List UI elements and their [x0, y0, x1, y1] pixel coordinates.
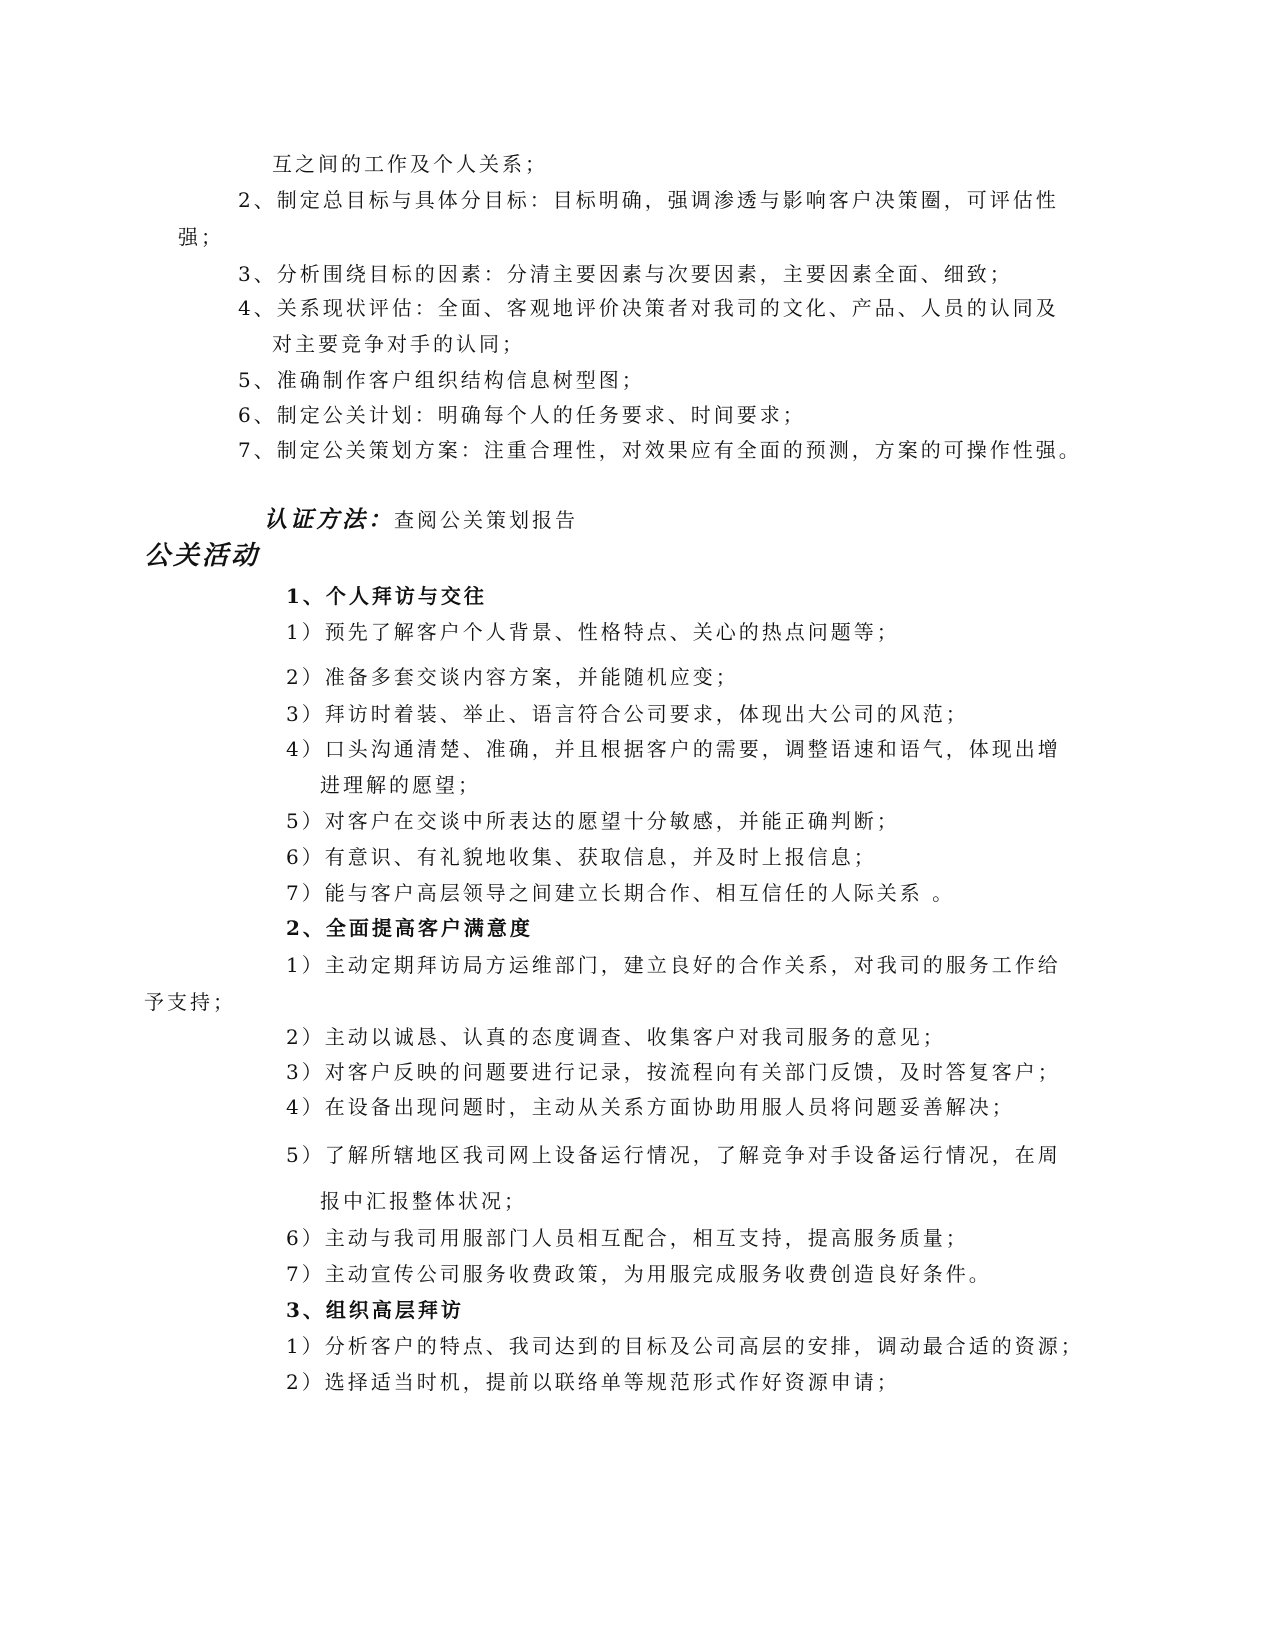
item-number: 3） — [286, 1060, 325, 1084]
item-number: 3） — [286, 702, 325, 726]
subsection-1-item-7 — [286, 879, 955, 907]
item-number: 6） — [286, 1226, 325, 1250]
item-number: 2、 — [238, 188, 277, 212]
intro-item-7 — [238, 436, 1082, 464]
item-number: 1） — [286, 1334, 325, 1358]
subsection-2-item-5-continuation: 报中汇报整体状况； — [320, 1189, 527, 1213]
item-number: 7、 — [238, 438, 277, 462]
item-text: 准备多套交谈内容方案，并能随机应变； — [324, 665, 739, 689]
item-number: 4） — [286, 737, 325, 761]
item-number: 7） — [286, 881, 325, 905]
item-number: 1） — [286, 953, 325, 977]
intro-item-2 — [238, 186, 1059, 214]
item-text: 在设备出现问题时，主动从关系方面协助用服人员将问题妥善解决； — [324, 1095, 1015, 1119]
subsection-1-title: 1、个人拜访与交往 — [286, 584, 487, 608]
item-number: 1） — [286, 620, 325, 644]
subsection-2-item-6 — [286, 1224, 969, 1252]
item-text: 制定总目标与具体分目标：目标明确，强调渗透与影响客户决策圈，可评估性 — [276, 188, 1059, 212]
item-text: 制定公关策划方案：注重合理性，对效果应有全面的预测，方案的可操作性强。 — [276, 438, 1082, 462]
item-text: 对客户在交谈中所表达的愿望十分敏感，并能正确判断； — [324, 809, 900, 833]
item-text: 拜访时着装、举止、语言符合公司要求，体现出大公司的风范； — [324, 702, 969, 726]
subsection-1-item-1 — [286, 618, 900, 646]
subsection-2-item-4 — [286, 1093, 1015, 1121]
intro-item-6 — [238, 401, 806, 429]
item-text: 准确制作客户组织结构信息树型图； — [276, 368, 645, 392]
item-number: 3、 — [238, 262, 277, 286]
subsection-1-item-2 — [286, 663, 739, 691]
intro-item-5 — [238, 366, 645, 394]
item-text: 有意识、有礼貌地收集、获取信息，并及时上报信息； — [324, 845, 877, 869]
item-number: 4、 — [238, 296, 277, 320]
item-number: 2） — [286, 1025, 325, 1049]
intro-item-4 — [238, 294, 1059, 322]
item-text: 口头沟通清楚、准确，并且根据客户的需要，调整语速和语气，体现出增 — [324, 737, 1061, 761]
subsection-1-item-3 — [286, 700, 969, 728]
item-text: 主动以诚恳、认真的态度调查、收集客户对我司服务的意见； — [324, 1025, 946, 1049]
item-text: 主动宣传公司服务收费政策，为用服完成服务收费创造良好条件。 — [324, 1262, 992, 1286]
subsection-1-item-6 — [286, 843, 877, 871]
item-text: 对客户反映的问题要进行记录，按流程向有关部门反馈，及时答复客户； — [324, 1060, 1061, 1084]
intro-continuation-line: 互之间的工作及个人关系； — [272, 152, 548, 176]
item-number: 2） — [286, 1370, 325, 1394]
item-text: 选择适当时机，提前以联络单等规范形式作好资源申请； — [324, 1370, 900, 1394]
subsection-2-title: 2、全面提高客户满意度 — [286, 916, 533, 940]
item-number: 5、 — [238, 368, 277, 392]
verification-line — [264, 506, 578, 534]
subsection-2-item-1-continuation: 予支持； — [144, 990, 236, 1014]
item-number: 6、 — [238, 403, 277, 427]
subsection-3-item-2 — [286, 1368, 900, 1396]
item-text: 主动与我司用服部门人员相互配合，相互支持，提高服务质量； — [324, 1226, 969, 1250]
item-text: 主动定期拜访局方运维部门，建立良好的合作关系，对我司的服务工作给 — [324, 953, 1061, 977]
subsection-2-item-5 — [286, 1141, 1061, 1169]
item-number: 2） — [286, 665, 325, 689]
item-text: 分析客户的特点、我司达到的目标及公司高层的安排，调动最合适的资源； — [324, 1334, 1084, 1358]
subsection-3-title: 3、组织高层拜访 — [286, 1298, 464, 1322]
subsection-1-item-4-continuation: 进理解的愿望； — [320, 773, 481, 797]
item-text: 能与客户高层领导之间建立长期合作、相互信任的人际关系 。 — [324, 881, 956, 905]
item-text: 了解所辖地区我司网上设备运行情况，了解竞争对手设备运行情况，在周 — [324, 1143, 1061, 1167]
subsection-2-item-2 — [286, 1023, 946, 1051]
item-number: 6） — [286, 845, 325, 869]
subsection-2-item-1 — [286, 951, 1061, 979]
item-number: 4） — [286, 1095, 325, 1119]
subsection-2-item-7 — [286, 1260, 992, 1288]
item-text: 分析围绕目标的因素：分清主要因素与次要因素，主要因素全面、细致； — [276, 262, 1013, 286]
verification-label: 认证方法： — [264, 506, 394, 533]
verification-text: 查阅公关策划报告 — [394, 508, 578, 532]
item-text: 预先了解客户个人背景、性格特点、关心的热点问题等； — [324, 620, 900, 644]
section-title: 公关活动 — [144, 541, 261, 571]
item-number: 5） — [286, 1143, 325, 1167]
item-number: 7） — [286, 1262, 325, 1286]
item-text: 制定公关计划：明确每个人的任务要求、时间要求； — [276, 403, 806, 427]
item-number: 5） — [286, 809, 325, 833]
intro-item-3 — [238, 260, 1013, 288]
subsection-1-item-4 — [286, 735, 1061, 763]
subsection-3-item-1 — [286, 1332, 1084, 1360]
subsection-1-item-5 — [286, 807, 900, 835]
intro-item-4-continuation: 对主要竞争对手的认同； — [272, 332, 525, 356]
subsection-2-item-3 — [286, 1058, 1061, 1086]
intro-item-2-continuation: 强； — [178, 225, 224, 249]
item-text: 关系现状评估：全面、客观地评价决策者对我司的文化、产品、人员的认同及 — [276, 296, 1059, 320]
